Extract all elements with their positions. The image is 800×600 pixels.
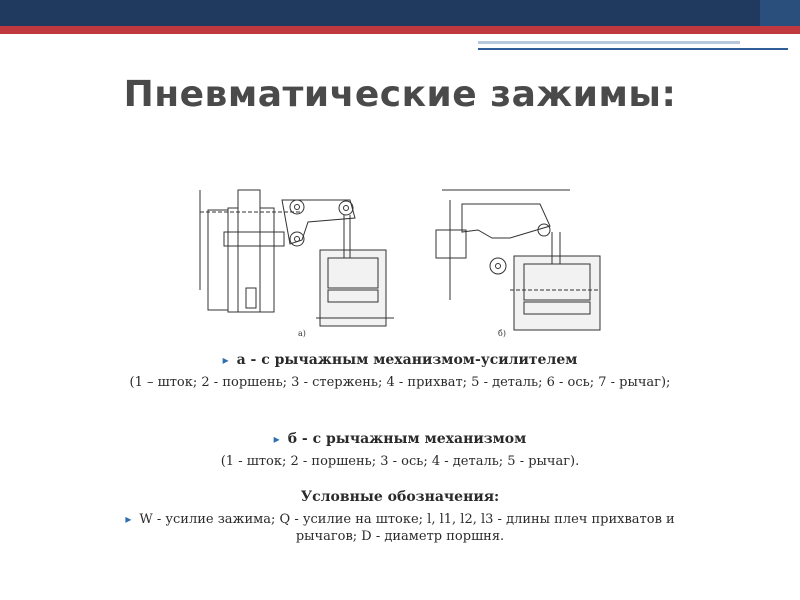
header-bar — [0, 0, 800, 26]
item-a-details: (1 – шток; 2 - поршень; 3 - стержень; 4 - прихват; 5 - деталь; 6 - ось; 7 - рычаг); — [129, 375, 671, 390]
item-a — [100, 352, 700, 391]
svg-text:б): б) — [498, 329, 506, 338]
item-a-heading — [100, 352, 700, 368]
header-red-stripe — [0, 26, 800, 34]
triangle-bullet-icon: ▸ — [125, 512, 132, 526]
clamp-drawing — [180, 160, 620, 342]
item-b-details: (1 - шток; 2 - поршень; 3 - ось; 4 - деталь; 5 - рычаг). — [220, 454, 580, 469]
legend-text-row — [100, 511, 700, 545]
decor-line-blue — [478, 48, 788, 50]
item-b — [100, 431, 700, 470]
decor-line-light — [478, 41, 740, 44]
item-b-heading — [100, 431, 700, 447]
legend-text: W - усилие зажима; Q - усилие на штоке; l, l1, l2, l3 - длины плеч прихватов и рычагов; D - диаметр поршня. — [139, 512, 675, 544]
header-corner — [760, 0, 800, 26]
triangle-bullet-icon: ▸ — [273, 432, 280, 446]
slide-title: Пневматические зажимы: — [123, 74, 677, 115]
legend — [100, 489, 700, 545]
item-b-heading-text: б - с рычажным механизмом — [287, 431, 527, 447]
triangle-bullet-icon: ▸ — [222, 353, 229, 367]
item-a-heading-text: а - с рычажным механизмом-усилителем — [236, 352, 578, 368]
legend-title: Условные обозначения: — [300, 489, 500, 505]
svg-text:а): а) — [298, 329, 306, 338]
